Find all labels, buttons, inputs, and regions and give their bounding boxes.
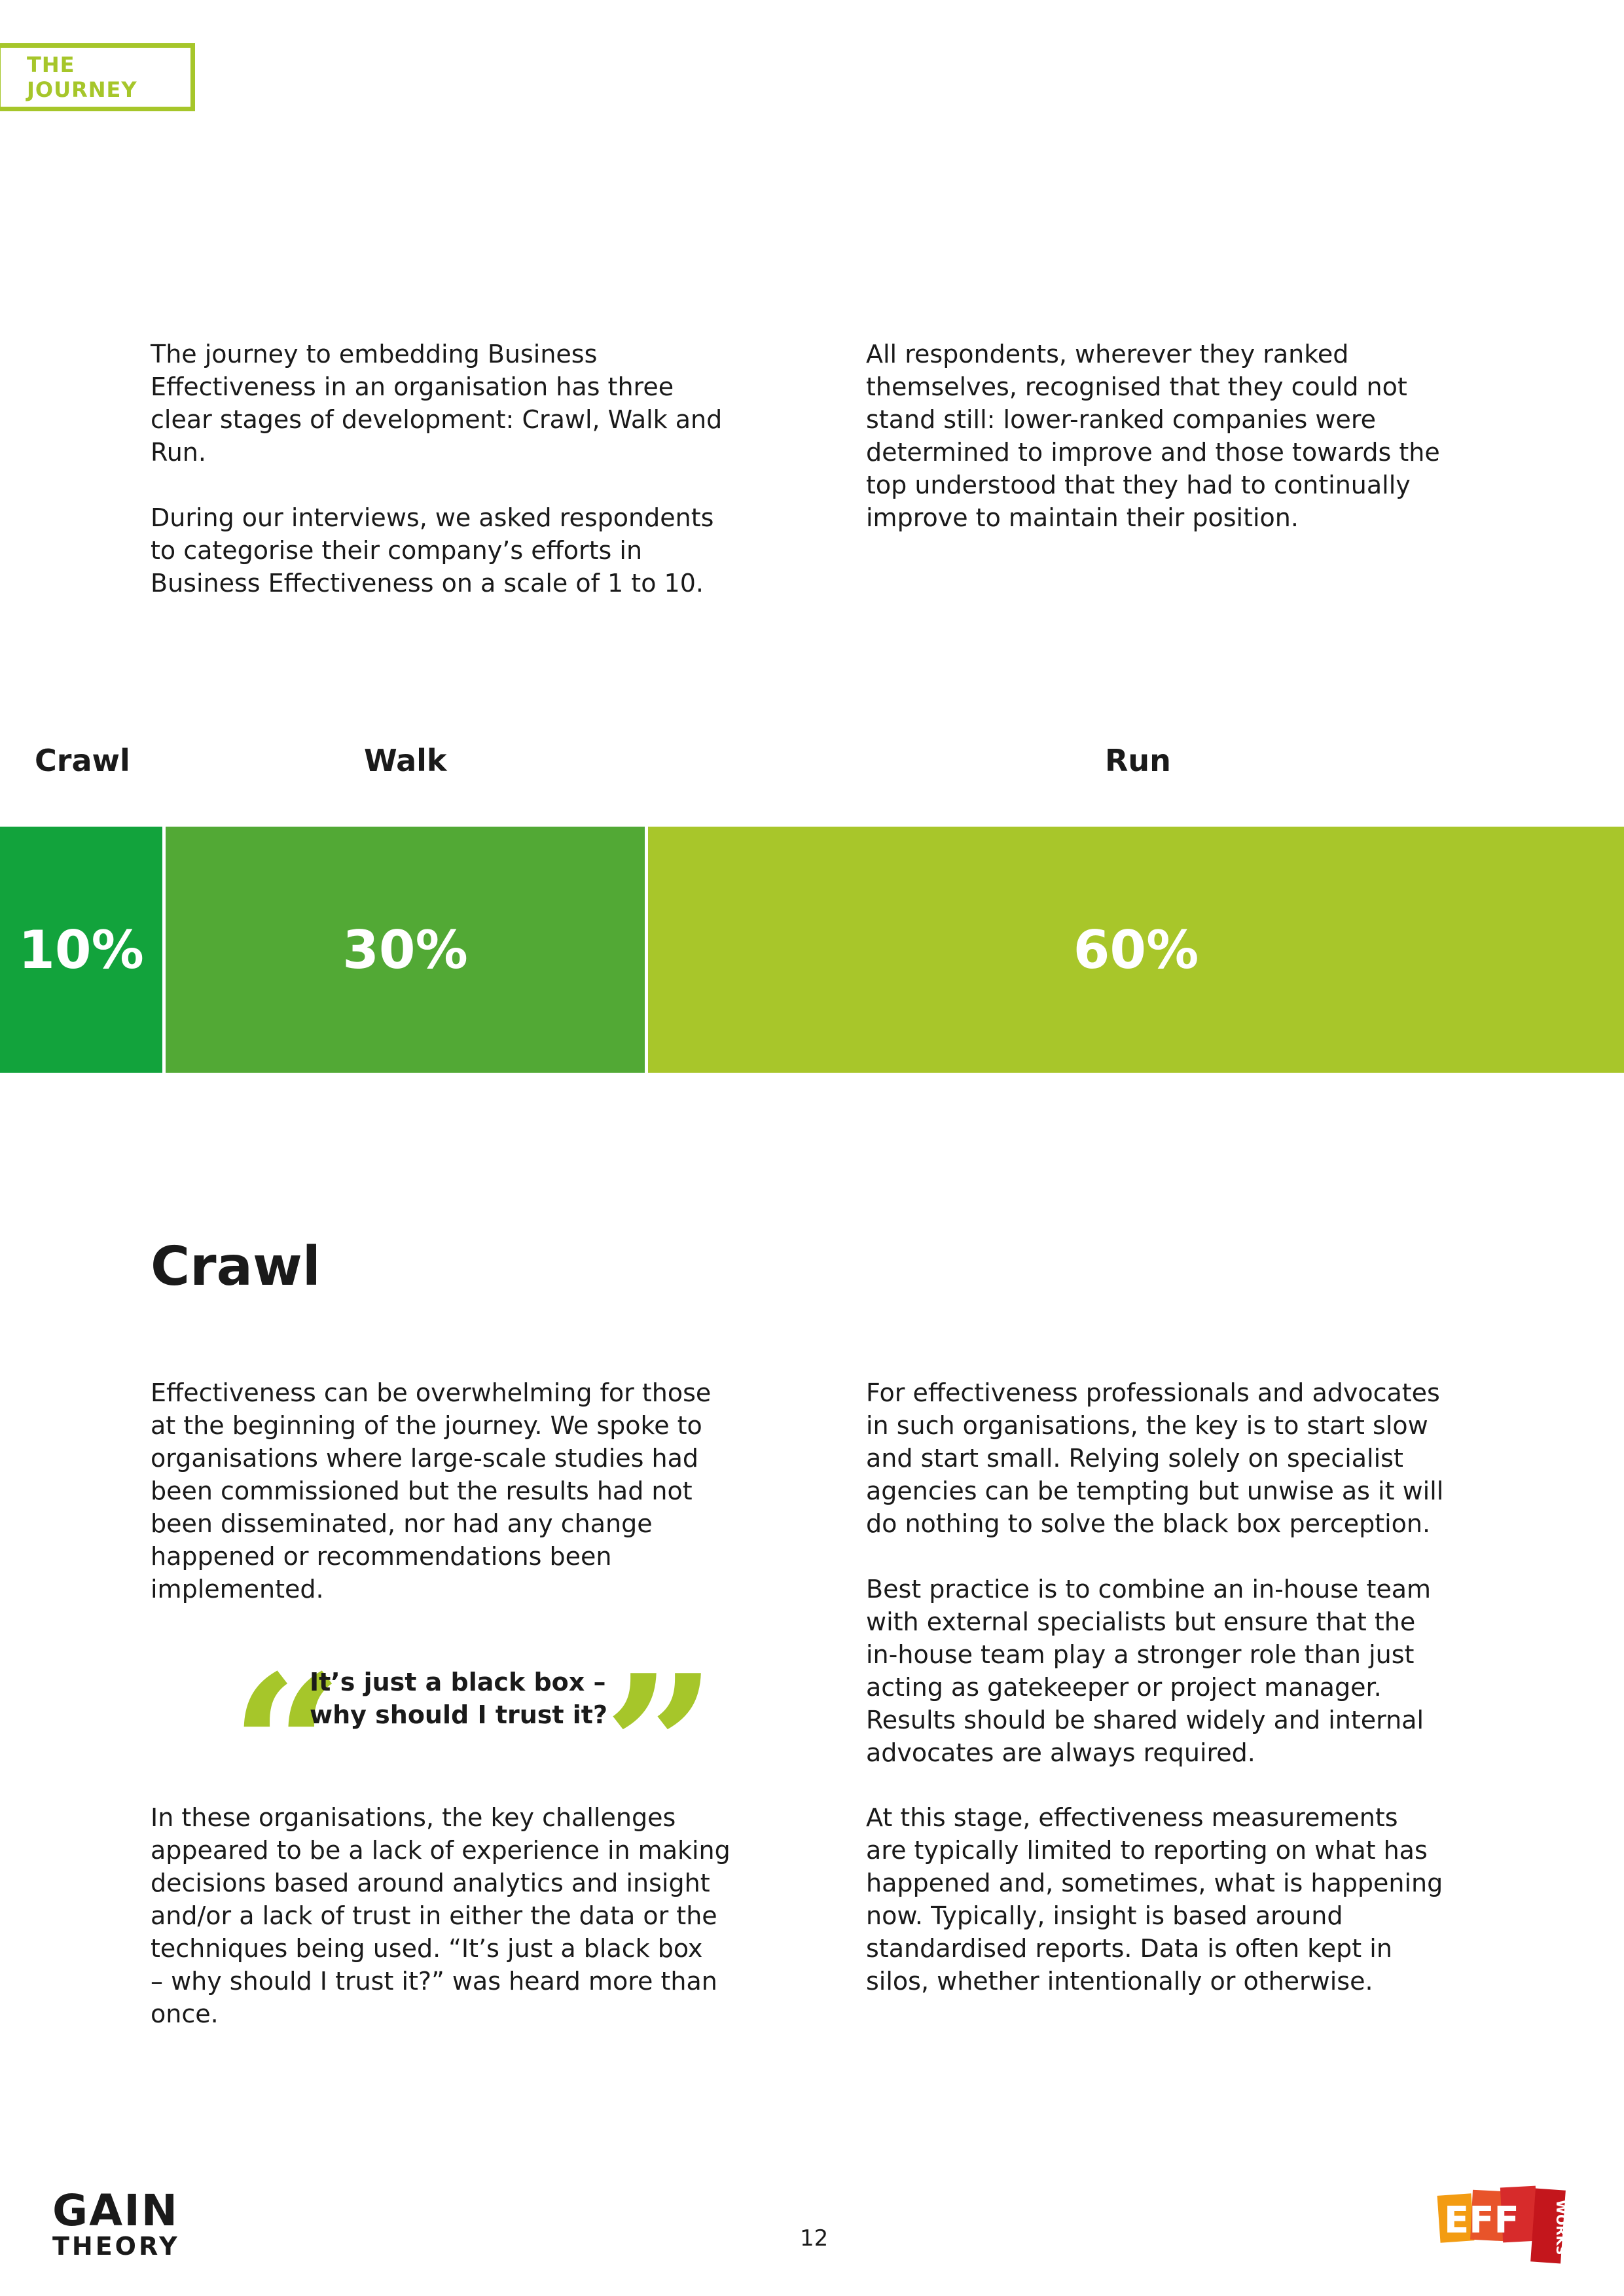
stage-bar-walk [166, 827, 645, 1073]
stage-bar-crawl [0, 827, 162, 1073]
stage-value-walk: 30% [342, 919, 468, 980]
crawl-right-paragraph-1: For effectiveness professionals and advocates in such organisations, the key is to start slow and start small. Relying solely on specialist agencies can be tempting but unwise as it will do nothing to solve the black box perception. [866, 1378, 1444, 1538]
eff-works-logo [1434, 2176, 1578, 2277]
pull-quote: It’s just a black box – why should I trust it? [310, 1668, 608, 1729]
svg-text:EFF: EFF [1444, 2199, 1519, 2242]
crawl-right-paragraph-2: Best practice is to combine an in-house team with external specialists but ensure that the in-house team play a stronger role than just acting as gatekeeper or project manager. Results should be shared widely and internal advocates are always required. [866, 1575, 1432, 1767]
page-number: 12 [800, 2225, 829, 2251]
stage-label-walk: Walk [364, 743, 447, 778]
stage-label-crawl: Crawl [35, 743, 130, 778]
stage-value-crawl: 10% [18, 919, 144, 980]
stage-value-run: 60% [1073, 919, 1199, 980]
section-heading: Crawl [151, 1236, 321, 1298]
crawl-left-paragraph-1: Effectiveness can be overwhelming for those at the beginning of the journey. We spoke to organisations where large-scale studies had been commissioned but the results had not been disseminated, nor had any change happened or recommendations been implemented. [151, 1378, 712, 1604]
intro-right-text: All respondents, wherever they ranked themselves, recognised that they could not stand still: lower-ranked companies were determined to improve and those towards the top understood that they had to continually improve to maintain their position. [866, 340, 1440, 532]
crawl-left-paragraph-2: In these organisations, the key challenges appeared to be a lack of experience in making decisions based around analytics and insight and/or a lack of trust in either the data or the techniques being used. “It’s just a black box – why should I trust it?” was heard more than once. [151, 1803, 731, 2028]
open-quote-icon: “ [230, 1632, 344, 1863]
section-tag: THE JOURNEY [0, 43, 195, 111]
stage-bar-run [648, 827, 1624, 1073]
svg-text:WORKS: WORKS [1553, 2200, 1569, 2255]
crawl-right-paragraph-3: At this stage, effectiveness measurements are typically limited to reporting on what has happened and, sometimes, what is happening now. Typically, insight is based around standardised reports. Data is often kept in silos, whether intentionally or otherwise. [866, 1803, 1443, 1996]
intro-left-text: The journey to embedding Business Effectiveness in an organisation has three clear stages of development: Crawl, Walk and Run. During our interviews, we asked respondents to categorise their company’s efforts in Business Effectiveness on a scale of 1 to 10. [151, 340, 723, 598]
stage-label-run: Run [1105, 743, 1171, 778]
close-quote-icon: ” [604, 1632, 717, 1863]
gain-theory-logo: GAIN THEORY [52, 2185, 180, 2261]
